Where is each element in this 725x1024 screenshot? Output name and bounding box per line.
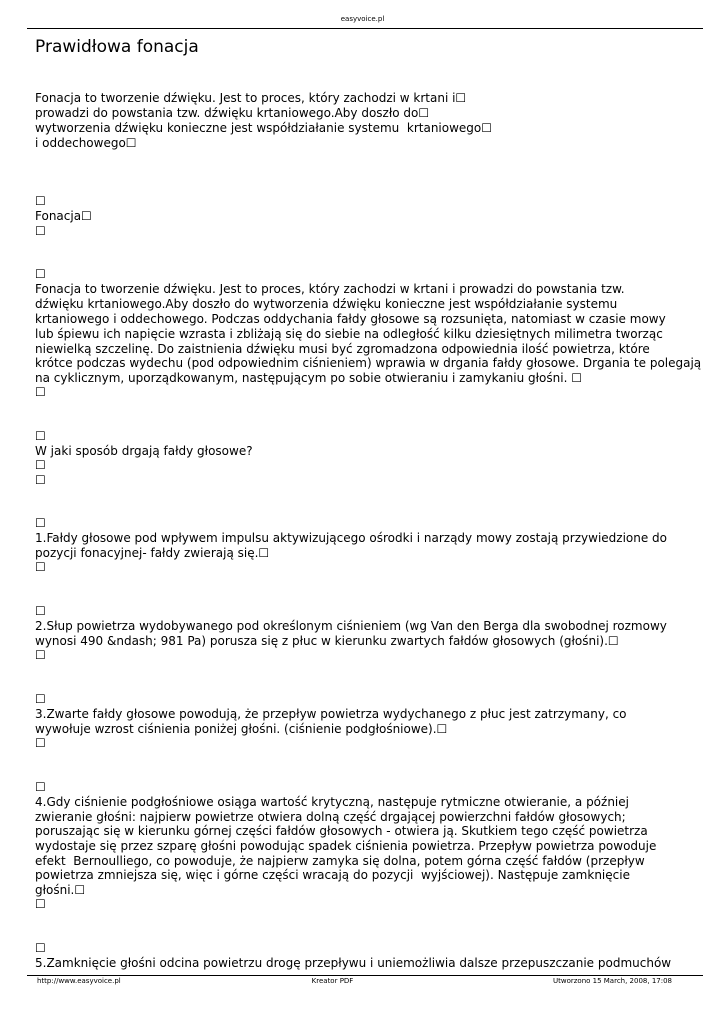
body-line: ☐ [35,941,46,955]
body-line: 4.Gdy ciśnienie podgłośniowe osiąga wartość krytyczną, następuje rytmiczne otwieranie, a później [35,795,629,809]
body-line: ☐ [35,267,46,281]
body-line: Fonacja to tworzenie dźwięku. Jest to proces, który zachodzi w krtani i prowadzi do powstania tzw. [35,282,625,296]
body-line: wytworzenia dźwięku konieczne jest współdziałanie systemu krtaniowego☐ [35,121,493,135]
body-line: ☐ [35,780,46,794]
body-line: ☐ [35,473,46,487]
body-line: ☐ [35,692,46,706]
body-line: niewielką szczelinę. Do zaistnienia dźwięku musi być zgromadzona odpowiednia ilość powietrza, które [35,342,650,356]
body-line: ☐ [35,516,46,530]
body-line: ☐ [35,385,46,399]
footer-generator: Kreator PDF [311,977,354,985]
body-line: ☐ [35,560,46,574]
body-line: pozycji fonacyjnej- fałdy zwierają się.☐ [35,546,270,560]
body-line: ☐ [35,458,46,472]
page-title: Prawidłowa fonacja [35,37,199,57]
body-line: na cyklicznym, uporządkowanym, następującym po sobie otwieraniu i zamykaniu głośni. ☐ [35,371,582,385]
body-line: ☐ [35,194,46,208]
body-line: 5.Zamknięcie głośni odcina powietrzu drogę przepływu i uniemożliwia dalsze przepuszczanie podmuchów [35,956,672,970]
body-line: wynosi 490 &ndash; 981 Pa) porusza się z płuc w kierunku zwartych fałdów głosowych (głośni).☐ [35,634,619,648]
body-line: wydostaje się przez szparę głośni powodując spadek ciśnienia powietrza. Przepływ powietrza powoduje [35,839,657,853]
site-header: easyvoice.pl [340,15,385,23]
footer-created: Utworzono 15 March, 2008, 17:08 [552,977,672,985]
body-line: 2.Słup powietrza wydobywanego pod określonym ciśnieniem (wg Van den Berga dla swobodnej rozmowy [35,619,667,633]
body-line: ☐ [35,897,46,911]
body-line: 3.Zwarte fałdy głosowe powodują, że przepływ powietrza wydychanego z płuc jest zatrzymany, co [35,707,627,721]
body-line: Fonacja to tworzenie dźwięku. Jest to proces, który zachodzi w krtani i☐ [35,91,467,105]
body-line: wywołuje wzrost ciśnienia poniżej głośni. (ciśnienie podgłośniowe).☐ [35,722,448,736]
body-line: zwieranie głośni: najpierw powietrze otwiera dolną część drgającej powierzchni fałdów głosowych; [35,810,626,824]
body-line: 1.Fałdy głosowe pod wpływem impulsu aktywizującego ośrodki i narządy mowy zostają przywiedzione do [35,531,668,545]
body-line: powietrza zmniejsza się, więc i górne części wracają do pozycji wyjściowej). Następuje zamknięcie [35,868,630,882]
body-line: dźwięku krtaniowego.Aby doszło do wytworzenia dźwięku konieczne jest współdziałanie systemu [35,297,618,311]
body-line: prowadzi do powstania tzw. dźwięku krtaniowego.Aby doszło do☐ [35,106,430,120]
body-line: efekt Bernoulliego, co powoduje, że najpierw zamyka się dolna, potem górna część fałdów (przepływ [35,854,645,868]
body-line: ☐ [35,429,46,443]
footer-url: http://www.easyvoice.pl [37,977,121,985]
header-rule [27,28,703,29]
footer-rule [27,975,703,976]
body-line: ☐ [35,224,46,238]
body-line: krtaniowego i oddechowego. Podczas oddychania fałdy głosowe są rozsunięta, natomiast w czasie mowy [35,312,666,326]
section-question: W jaki sposób drgają fałdy głosowe? [35,444,253,458]
body-line: ☐ [35,736,46,750]
body-line: poruszając się w kierunku górnej części fałdów głosowych - otwiera ją. Skutkiem tego część powietrza [35,824,648,838]
section-heading: Fonacja☐ [35,209,92,223]
body-line: krótce podczas wydechu (pod odpowiednim ciśnieniem) wprawia w drgania fałdy głosowe. Drgania te polegają [35,356,702,370]
body-line: i oddechowego☐ [35,136,137,150]
body-line: ☐ [35,604,46,618]
body-line: głośni.☐ [35,883,86,897]
body-line: lub śpiewu ich napięcie wzrasta i zbliżają się do siebie na odległość kilku dziesiętnych milimetra tworząc [35,327,663,341]
body-line: ☐ [35,648,46,662]
